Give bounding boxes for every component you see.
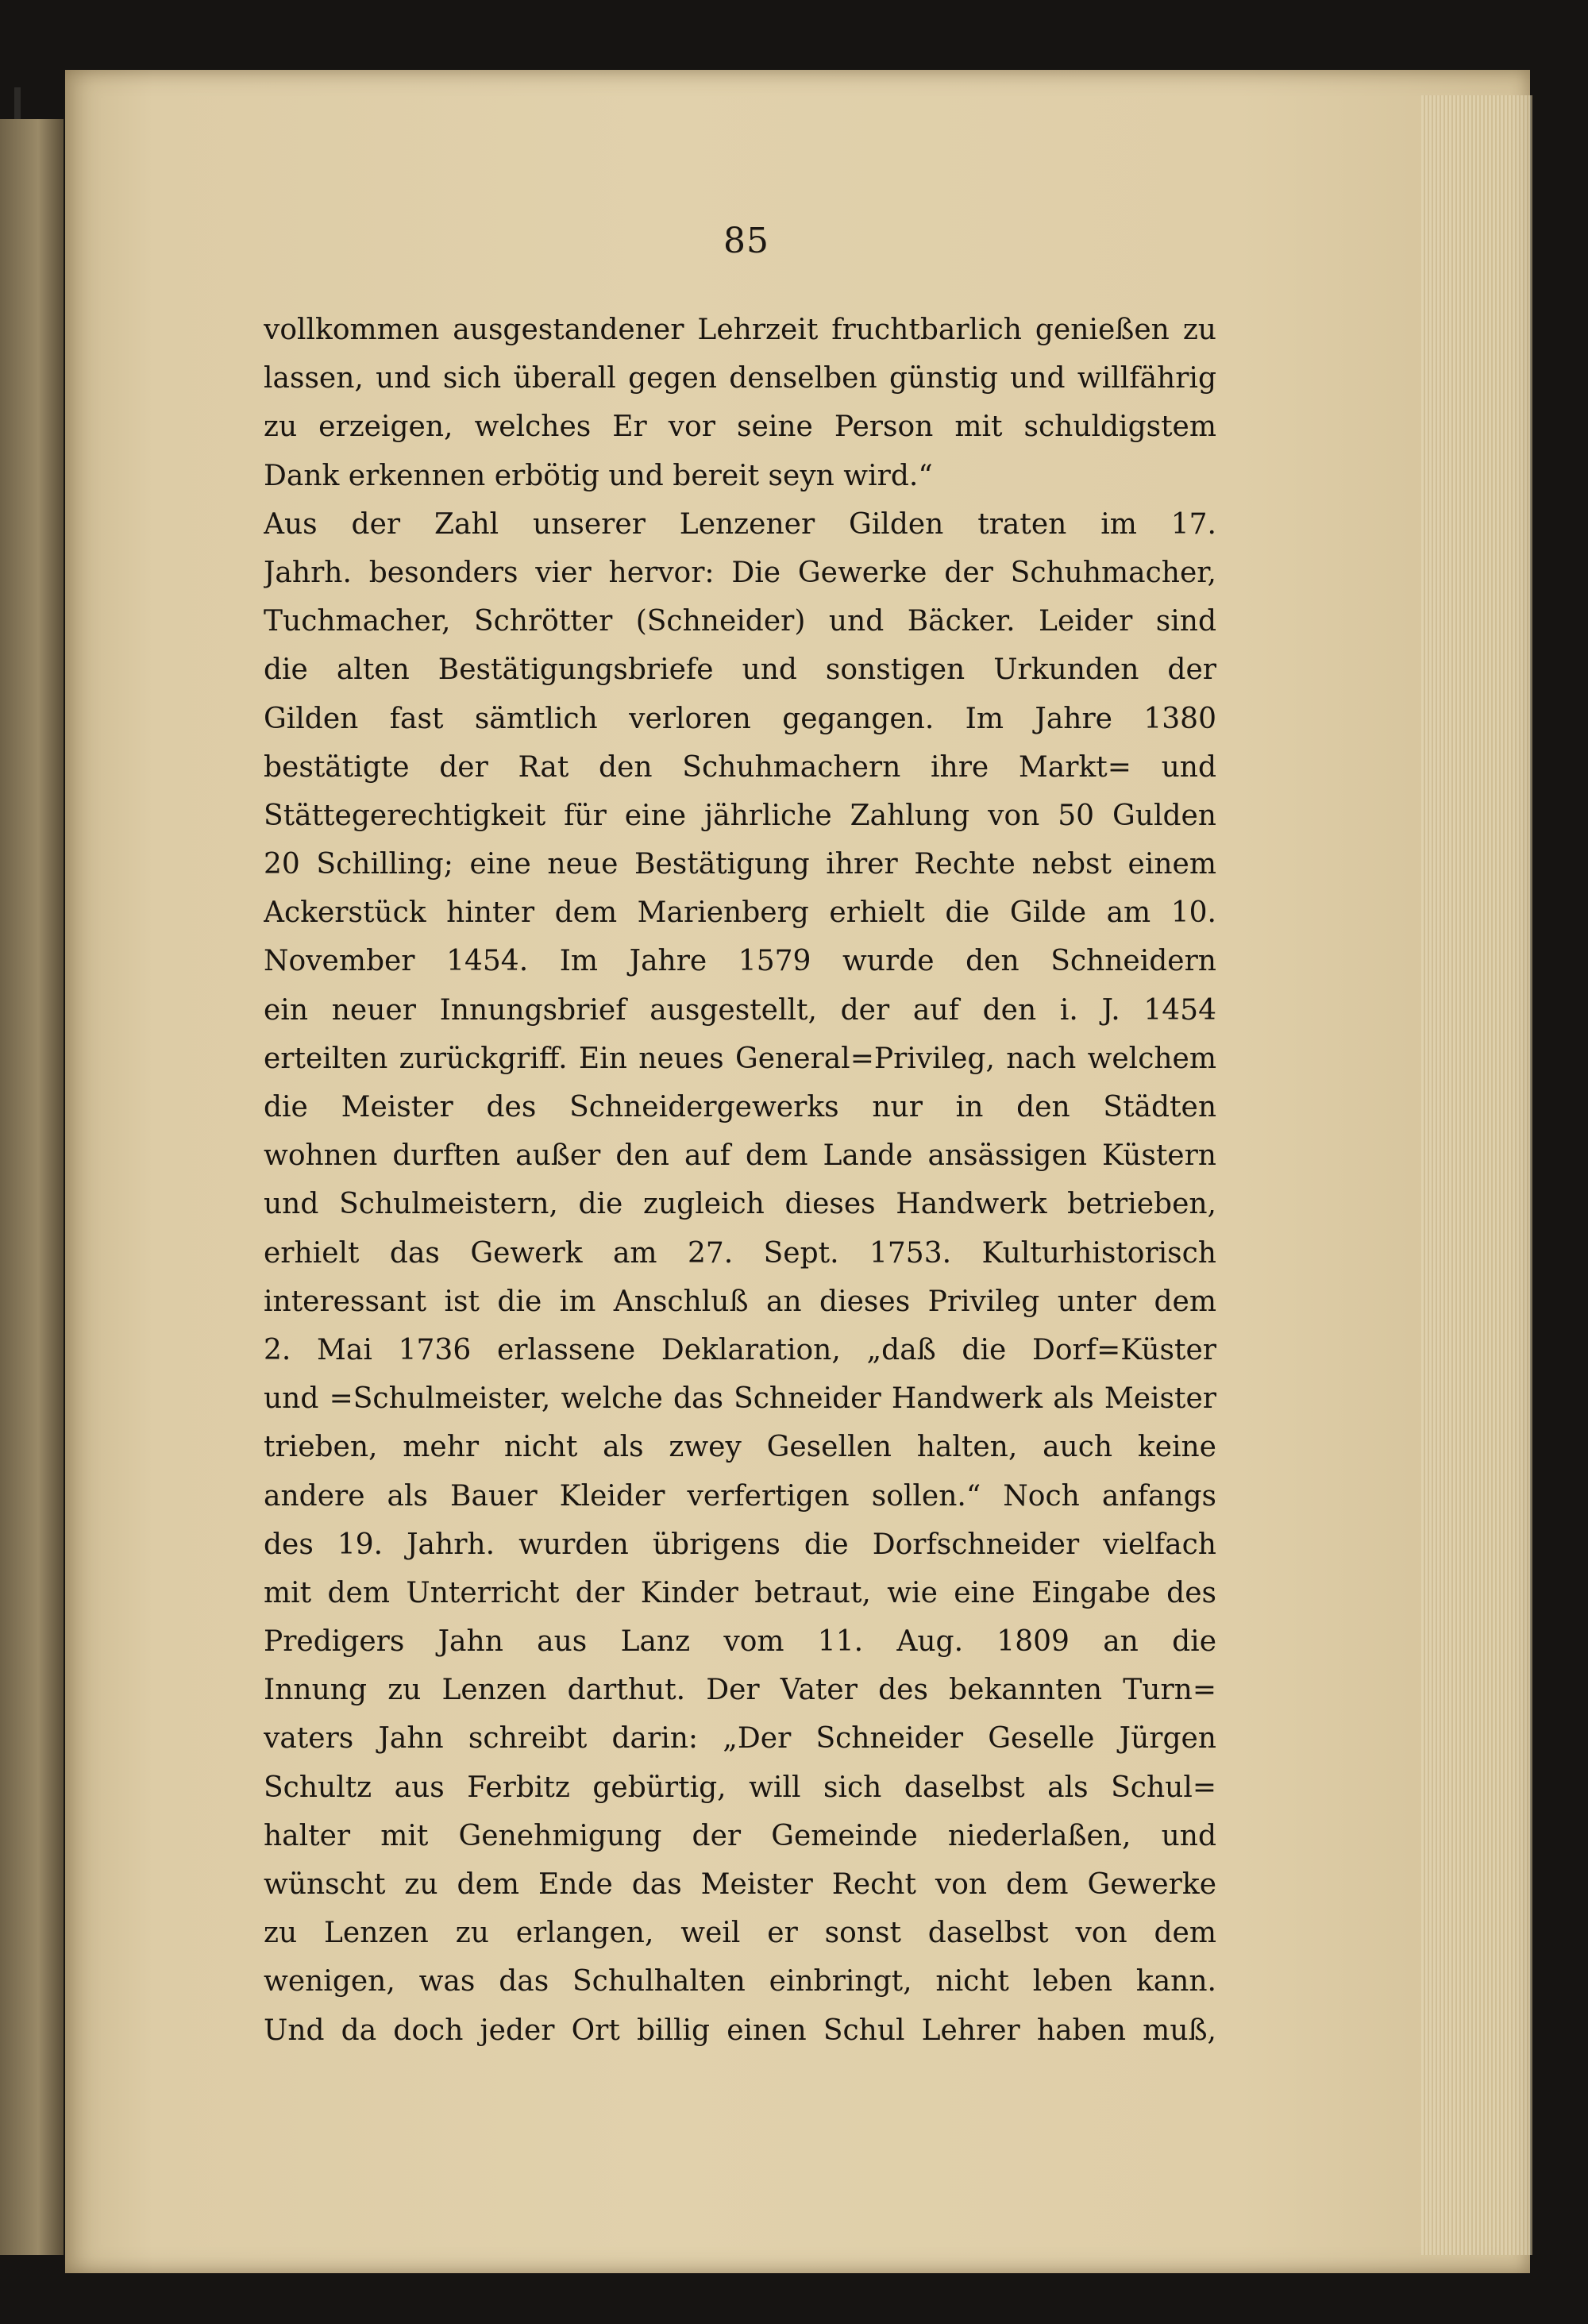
text-line: Aus der Zahl unserer Lenzener Gilden traten im 17.	[264, 507, 1216, 541]
text-line: interessant ist die im Anschluß an dieses Privileg unter dem	[264, 1285, 1216, 1318]
text-line: und Schulmeistern, die zugleich dieses Handwerk betrieben,	[264, 1188, 1216, 1221]
text-line: 20 Schilling; eine neue Bestätigung ihrer Rechte nebst einem	[264, 848, 1216, 881]
text-line: Innung zu Lenzen darthut. Der Vater des bekannten Turn=	[264, 1674, 1216, 1707]
text-line: ein neuer Innungsbrief ausgestellt, der auf den i. J. 1454	[264, 993, 1216, 1027]
text-line: lassen, und sich überall gegen denselben günstig und willfährig	[264, 362, 1216, 395]
text-line: Jahrh. besonders vier hervor: Die Gewerke der Schuhmacher,	[264, 556, 1216, 589]
text-line: halter mit Genehmigung der Gemeinde niederlaßen, und	[264, 1819, 1216, 1852]
text-line: die alten Bestätigungsbriefe und sonstigen Urkunden der	[264, 653, 1216, 687]
text-line: die Meister des Schneidergewerks nur in den Städten	[264, 1091, 1216, 1123]
text-line: Und da doch jeder Ort billig einen Schul Lehrer haben muß,	[264, 2014, 1216, 2047]
body-text	[264, 306, 1216, 2055]
facing-page-edge	[0, 119, 64, 2255]
text-line: trieben, mehr nicht als zwey Gesellen halten, auch keine	[264, 1431, 1216, 1464]
text-line: Stättegerechtigkeit für eine jährliche Zahlung von 50 Gulden	[264, 799, 1216, 832]
text-line: Schultz aus Ferbitz gebürtig, will sich daselbst als Schul=	[264, 1771, 1216, 1804]
text-line: wenigen, was das Schulhalten einbringt, nicht leben kann.	[264, 1965, 1216, 1998]
text-line: vaters Jahn schreibt darin: „Der Schneider Geselle Jürgen	[264, 1722, 1216, 1756]
text-line: Tuchmacher, Schrötter (Schneider) und Bäcker. Leider sind	[264, 605, 1216, 638]
text-line: erhielt das Gewerk am 27. Sept. 1753. Kulturhistorisch	[264, 1236, 1216, 1270]
page-stack-edge	[1421, 95, 1532, 2255]
text-line: erteilten zurückgriff. Ein neues General=Privileg, nach welchem	[264, 1042, 1216, 1075]
text-line: zu erzeigen, welches Er vor seine Person mit schuldigstem	[264, 410, 1216, 444]
text-line: November 1454. Im Jahre 1579 wurde den Schneidern	[264, 945, 1216, 978]
text-line: wünscht zu dem Ende das Meister Recht von dem Gewerke	[264, 1868, 1216, 1901]
text-line: Gilden fast sämtlich verloren gegangen. Im Jahre 1380	[264, 702, 1216, 735]
text-line: Dank erkennen erbötig und bereit seyn wird.“	[264, 459, 933, 492]
text-line: Ackerstück hinter dem Marienberg erhielt die Gilde am 10.	[264, 896, 1216, 930]
text-line: des 19. Jahrh. wurden übrigens die Dorfschneider vielfach	[264, 1528, 1216, 1561]
text-line: zu Lenzen zu erlangen, weil er sonst daselbst von dem	[264, 1917, 1216, 1950]
text-line: und =Schulmeister, welche das Schneider Handwerk als Meister	[264, 1382, 1216, 1416]
text-line: mit dem Unterricht der Kinder betraut, wie eine Eingabe des	[264, 1576, 1216, 1609]
page-number: 85	[723, 221, 769, 261]
text-line: bestätigte der Rat den Schuhmachern ihre Markt= und	[264, 750, 1216, 784]
text-line: 2. Mai 1736 erlassene Deklaration, „daß die Dorf=Küster	[264, 1333, 1216, 1366]
text-line: wohnen durften außer den auf dem Lande ansässigen Küstern	[264, 1139, 1216, 1173]
text-line: vollkommen ausgestandener Lehrzeit fruchtbarlich genießen zu	[264, 314, 1216, 346]
text-line: Predigers Jahn aus Lanz vom 11. Aug. 1809 an die	[264, 1625, 1216, 1659]
text-line: andere als Bauer Kleider verfertigen sollen.“ Noch anfangs	[264, 1479, 1216, 1513]
